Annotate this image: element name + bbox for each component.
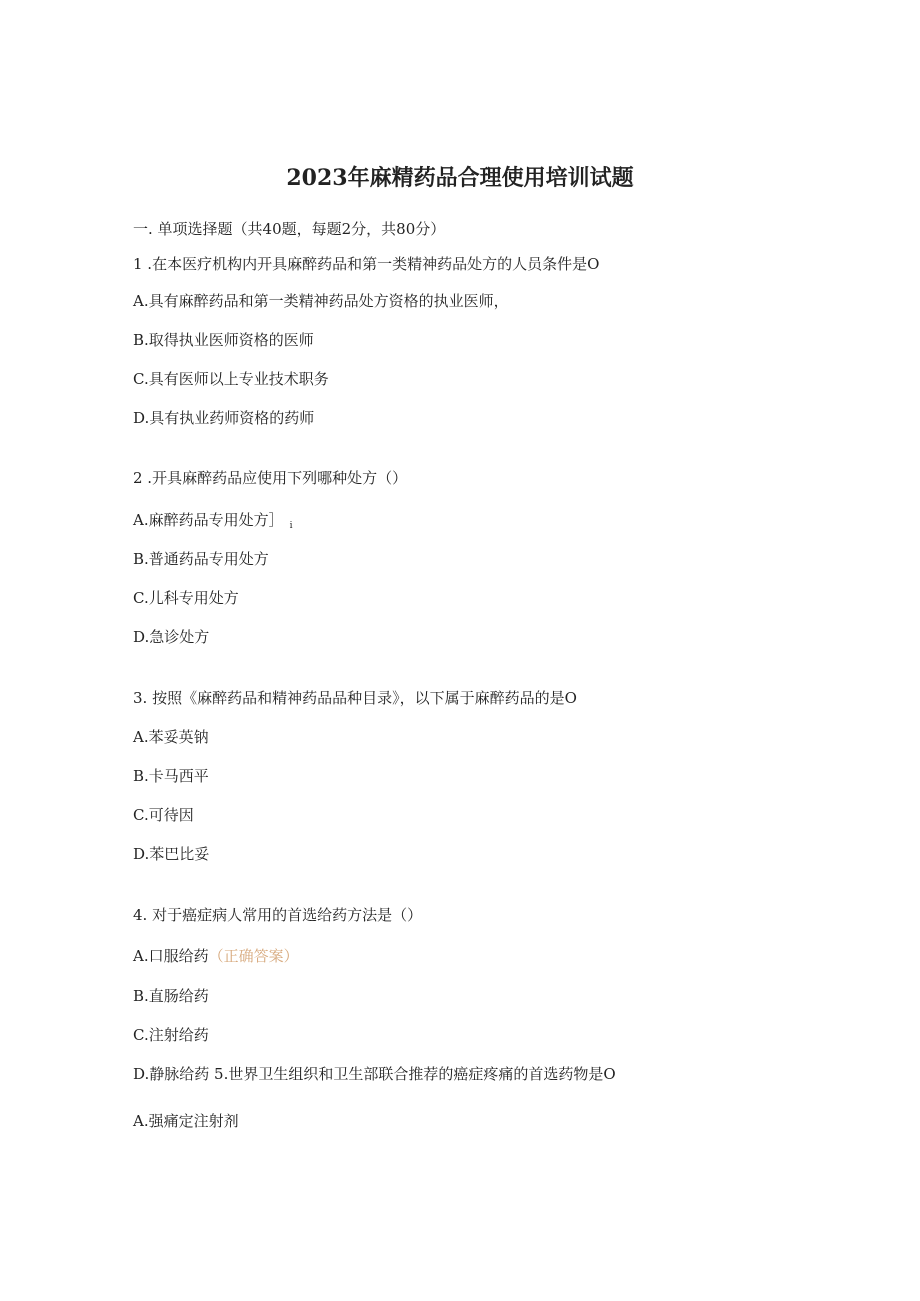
question-2-option-a xyxy=(133,510,293,536)
question-1-stem: 1 .在本医疗机构内开具麻醉药品和第一类精神药品处方的人员条件是O xyxy=(133,255,600,273)
question-2-option-b: B.普通药品专用处方 xyxy=(133,550,269,568)
section-heading: 一. 单项选择题（共40题，每题2分，共80分） xyxy=(133,220,446,238)
question-3-option-a: A.苯妥英钠 xyxy=(133,728,209,746)
question-4-option-d-and-question-5-stem: D.静脉给药 5.世界卫生组织和卫生部联合推荐的癌症疼痛的首选药物是O xyxy=(133,1065,616,1083)
question-2-option-c: C.儿科专用处方 xyxy=(133,589,239,607)
question-2-option-a-mark: i xyxy=(289,521,293,531)
question-3-option-c: C.可待因 xyxy=(133,806,194,824)
question-4-option-a-text: A.口服给药 xyxy=(133,947,209,965)
correct-answer-note: （正确答案） xyxy=(208,947,299,965)
question-2-option-a-text: A.麻醉药品专用处方］ xyxy=(133,511,284,529)
question-4-option-c: C.注射给药 xyxy=(133,1026,209,1044)
question-1-option-b: B.取得执业医师资格的医师 xyxy=(133,331,314,349)
question-3-option-d: D.苯巴比妥 xyxy=(133,845,210,863)
question-3-stem: 3. 按照《麻醉药品和精神药品品种目录》，以下属于麻醉药品的是O xyxy=(133,689,577,707)
question-3-option-b: B.卡马西平 xyxy=(133,767,209,785)
question-4-option-b: B.直肠给药 xyxy=(133,987,209,1005)
question-5-option-a: A.强痛定注射剂 xyxy=(133,1112,239,1130)
question-4-stem: 4. 对于癌症病人常用的首选给药方法是（） xyxy=(133,906,423,924)
question-1-option-d: D.具有执业药师资格的药师 xyxy=(133,409,315,427)
question-2-stem: 2 .开具麻醉药品应使用下列哪种处方（） xyxy=(133,469,408,487)
question-1-option-a: A.具有麻醉药品和第一类精神药品处方资格的执业医师， xyxy=(133,292,509,310)
question-2-option-d: D.急诊处方 xyxy=(133,628,210,646)
document-title: 2023年麻精药品合理使用培训试题 xyxy=(286,165,634,191)
question-1-option-c: C.具有医师以上专业技术职务 xyxy=(133,370,329,388)
question-4-option-a xyxy=(133,946,299,966)
